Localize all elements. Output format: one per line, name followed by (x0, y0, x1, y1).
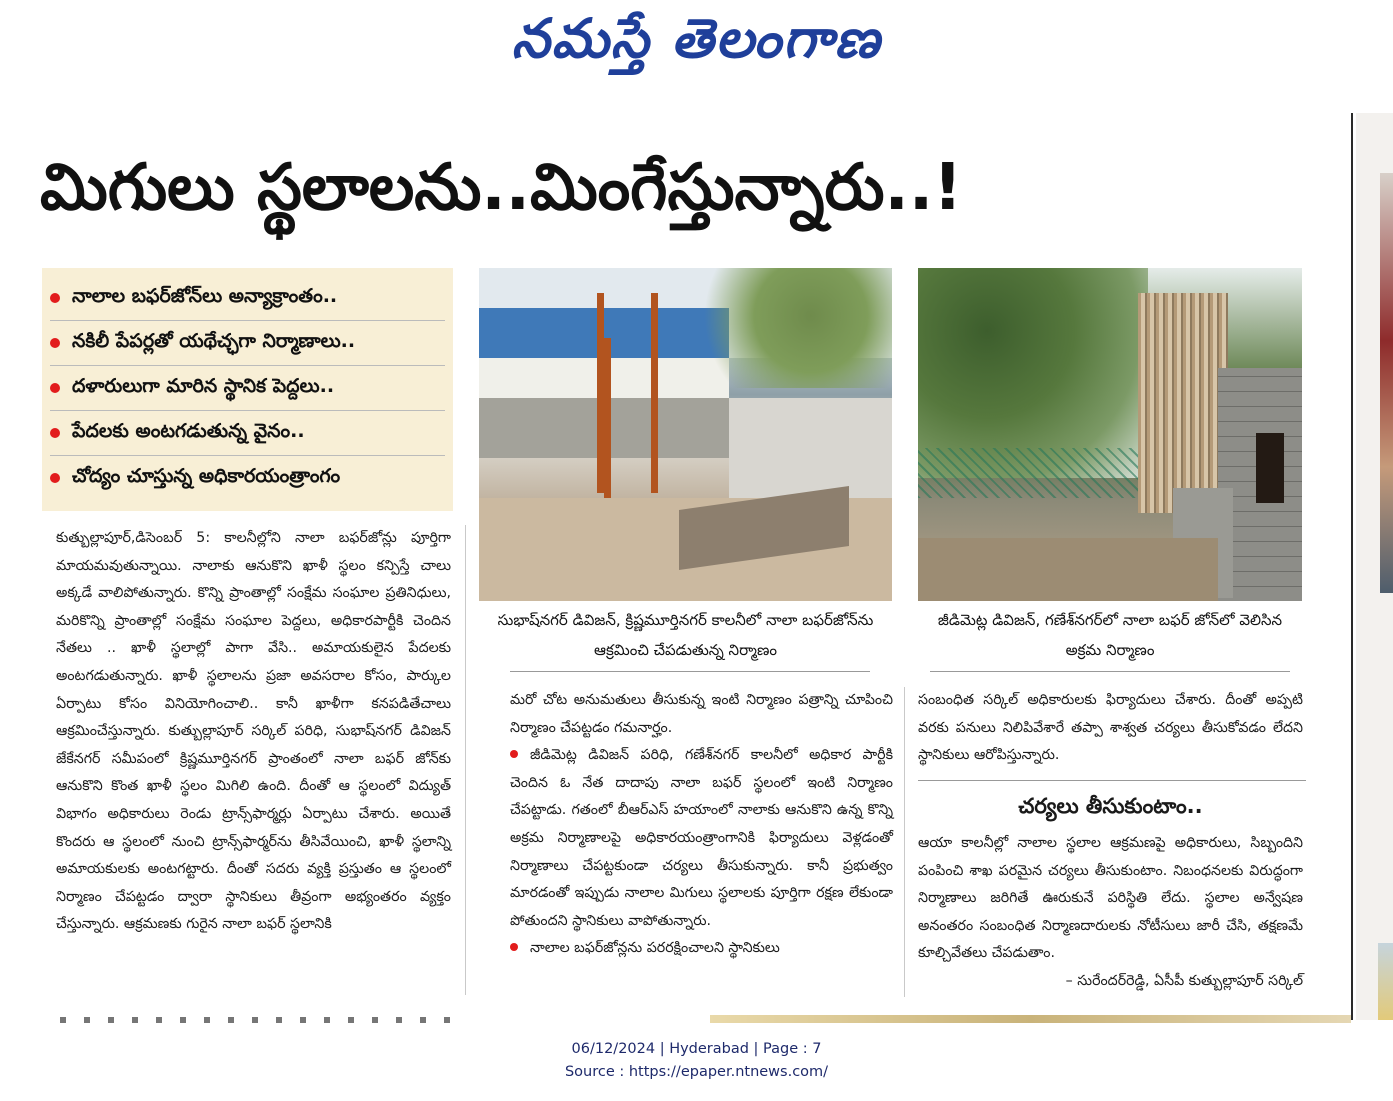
highlight-text: నకిలీ పేపర్లతో యథేచ్ఛగా నిర్మాణాలు.. (72, 329, 356, 352)
page-divider (1351, 113, 1353, 1020)
photo-2-caption: జీడిమెట్ల డివిజన్, గణేశ్‌నగర్‌లో నాలా బఫర్ జోన్‌లో వెలిసిన అక్రమ నిర్మాణం (937, 611, 1283, 659)
highlight-text: దళారులుగా మారిన స్థానిక పెద్దలు.. (72, 374, 335, 397)
body-paragraph: మరో చోట అనుమతులు తీసుకున్న ఇంటి నిర్మాణం పత్రాన్ని చూపించి నిర్మాణం చేపట్టడం గమనార్హం. (510, 692, 893, 736)
subheading: చర్యలు తీసుకుంటాం.. (1018, 794, 1203, 818)
highlight-text: పేదలకు అంటగడుతున్న వైనం.. (72, 419, 305, 442)
page-footer (0, 1038, 1393, 1098)
bullet-dot-icon (50, 428, 60, 438)
highlight-item (50, 371, 450, 405)
source-link[interactable]: Source : https://epaper.ntnews.com/ (564, 1064, 829, 1080)
masthead-title: నమస్తే తెలంగాణ (511, 6, 882, 70)
article-column-3 (918, 687, 1303, 777)
divider (510, 671, 870, 672)
bullet-dot-icon (50, 473, 60, 483)
highlights-box (42, 268, 453, 511)
divider (918, 780, 1306, 781)
bullet-paragraph: నాలాల బఫర్‌జోన్లను పరరక్షించాలని స్థానికులు (510, 935, 893, 963)
divider (50, 365, 445, 366)
article-column-1 (56, 525, 451, 995)
construction-photo-2 (918, 268, 1302, 601)
column-divider (465, 525, 466, 995)
divider (50, 320, 445, 321)
divider (50, 455, 445, 456)
quote-attribution: – సురేందర్‌రెడ్డి, ఏసీపీ కుత్బుల్లాపూర్ సర్కిల్ (1065, 972, 1303, 989)
highlight-item (50, 281, 450, 315)
bullet-dot-icon (50, 293, 60, 303)
divider (930, 671, 1290, 672)
body-paragraph: కుత్బుల్లాపూర్,డిసెంబర్ 5: కాలనీల్లోని నాలా బఫర్‌జోన్లు పూర్తిగా మాయమవుతున్నాయి. నాలాకు ఆనుకొని ఖాళీ స్థలం కన్పిస్తే చాలు అక్కడే వాలిపోతున్నారు. కొన్ని ప్రాంతాల్లో సంక్షేమ సంఘాల ప్రతినిధులు, మరికొన్ని ప్రాంతాల్లో సంక్షేమ సంఘాల పెద్దలు, అధికారపార్టీకి చెందిన నేతలు .. ఖాళీ స్థలాల్లో పాగా వేసి.. అమాయకులైన పేదలకు అంటగడుతున్నారు. ఖాళీ స్థలాలను ప్రజా అవసరాల కోసం, పార్కుల ఏర్పాటు కోసం వినియోగించాలి.. కానీ ఖాళీగా కనపడితేచాలు ఆక్రమించేస్తున్నారు. కుత్బుల్లాపూర్ సర్కిల్ పరిధి, సుభాష్‌నగర్ డివిజన్ జేకేనగర్ సమీపంలో క్రిష్ణమూర్తినగర్ ప్రాంతంలో నాలా బఫర్ జోన్‌కు ఆనుకొని కొంత ఖాళీ స్థలం మిగిలి ఉంది. దీంతో ఆ స్థలంలో విద్యుత్ విభాగం అధికారులు రెండు ట్రాన్స్‌ఫార్మర్లు ఏర్పాటు చేశారు. అయితే కొందరు ఆ స్థలంలో నుంచి ట్రాన్స్‌ఫార్మర్‌ను తీసివేయించి, ఖాళీ స్థలాన్ని అమాయకులకు అంటగట్టారు. దీంతో సదరు వ్యక్తి ప్రస్తుతం ఆ స్థలంలో నిర్మాణం చేపట్టడం ద్వారా స్థానికులు తీవ్రంగా అభ్యంతరం వ్యక్తం చేస్తున్నారు. ఆక్రమణకు గురైన నాలా బఫర్ స్థలానికి (56, 530, 451, 933)
body-paragraph: సంబంధిత సర్కిల్ అధికారులకు ఫిర్యాదులు చేశారు. దీంతో అప్పటి వరకు పనులు నిలిపివేశారే తప్పా శాశ్వత చర్యలు తీసుకోవడం లేదని స్థానికులు ఆరోపిస్తున్నారు. (918, 692, 1303, 764)
highlight-text: చోద్యం చూస్తున్న అధికారయంత్రాంగం (72, 464, 341, 487)
bullet-dot-icon (510, 943, 518, 951)
highlight-item (50, 461, 450, 495)
next-article-strip (0, 1015, 1351, 1023)
article-column-2 (510, 687, 893, 997)
bullet-dot-icon (50, 338, 60, 348)
adjacent-article-strip (1356, 113, 1393, 1020)
highlight-item (50, 326, 450, 360)
highlight-text: నాలాల బఫర్‌జోన్‌లు అన్యాక్రాంతం.. (72, 284, 338, 307)
bullet-paragraph: జీడిమెట్ల డివిజన్ పరిధి, గణేశ్‌నగర్ కాలనీలో అధికార పార్టీకి చెందిన ఓ నేత దాదాపు నాలా బఫర్ స్థలంలో ఇంటి నిర్మాణం చేపట్టాడు. గతంలో బీఆర్‌ఎస్ హయాంలో నాలాకు ఆనుకొని ఉన్న కొన్ని అక్రమ నిర్మాణాలపై అధికారయంత్రాంగానికి ఫిర్యాదులు వెళ్లడంతో నిర్మాణాలు చేపట్టకుండా చర్యలు తీసుకున్నారు. కానీ ప్రభుత్వం మారడంతో ఇప్పుడు నాలాల మిగులు స్థలాలకు పూర్తిగా రక్షణ లేకుండా పోతుందని స్థానికులు వాపోతున్నారు. (510, 747, 893, 929)
article-headline: మిగులు స్థలాలను..మింగేస్తున్నారు..! (40, 151, 963, 225)
official-quote (918, 830, 1303, 1000)
bullet-dot-icon (50, 383, 60, 393)
divider (50, 410, 445, 411)
bullet-dot-icon (510, 750, 518, 758)
column-divider (904, 687, 905, 997)
masthead (0, 0, 1393, 80)
quote-text: ఆయా కాలనీల్లో నాలాల స్థలాల ఆక్రమణపై అధికారులు, సిబ్బందిని పంపించి శాఖ పరమైన చర్యలు తీసుకుంటాం. నిబంధనలకు విరుద్ధంగా నిర్మాణాలు జరిగితే ఊరుకునే పరిస్థితి లేదు. స్థలాల అన్వేషణ అనంతరం సంబంధిత నిర్మాణదారులకు నోటీసులు జారీ చేసి, తక్షణమే కూల్చివేతలు చేపడుతాం. (918, 835, 1303, 962)
edition-info: 06/12/2024 | Hyderabad | Page : 7 (571, 1041, 822, 1057)
photo-1-caption: సుభాష్‌నగర్ డివిజన్, క్రిష్ణమూర్తినగర్ కాలనీలో నాలా బఫర్‌జోన్‌ను ఆక్రమించి చేపడుతున్న నిర్మాణం (497, 611, 874, 659)
highlight-item (50, 416, 450, 450)
construction-photo-1 (479, 268, 892, 601)
adjacent-photo-bottom (1378, 943, 1393, 1020)
adjacent-photo (1380, 173, 1393, 593)
